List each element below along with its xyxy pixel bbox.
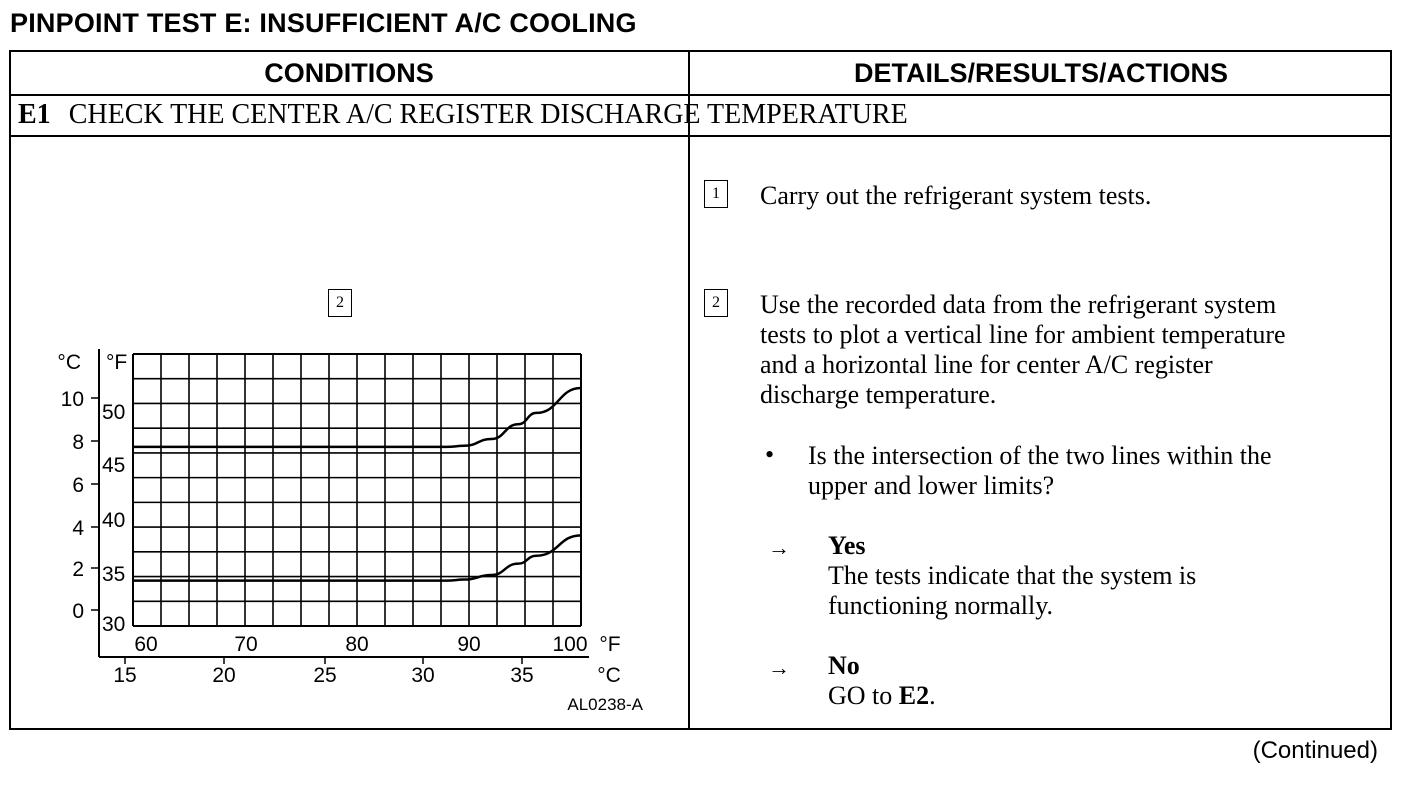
yes-arrow-icon: →: [768, 535, 790, 560]
yes-result: [828, 531, 1196, 621]
page-title: PINPOINT TEST E: INSUFFICIENT A/C COOLING: [10, 8, 637, 38]
step-id: E1: [18, 99, 51, 130]
x-tick-label-f: 70: [234, 633, 258, 656]
question-line: Is the intersection of the two lines within the: [808, 441, 1272, 470]
y-tick-label-c: 6: [72, 474, 84, 497]
conditions-header: CONDITIONS: [264, 58, 434, 88]
question-line: upper and lower limits?: [808, 471, 1055, 500]
x-tick-label-f: 90: [457, 633, 481, 656]
no-action-prefix: GO to: [828, 681, 899, 710]
bullet-icon: •: [765, 440, 775, 469]
question-text: [808, 441, 1272, 501]
step2-line: and a horizontal line for center A/C register: [760, 350, 1213, 379]
y-unit-f: °F: [106, 351, 128, 374]
continued-note: (Continued): [1252, 737, 1378, 764]
step2-line: Use the recorded data from the refrigerant system: [760, 290, 1277, 319]
y-tick-label-c: 4: [72, 517, 84, 540]
yes-line: The tests indicate that the system is: [828, 561, 1197, 590]
x-tick-label-f: 80: [345, 633, 369, 656]
chart-marks: [57, 351, 643, 714]
x-tick-label-c: 25: [313, 664, 337, 687]
details-header: DETAILS/RESULTS/ACTIONS: [853, 58, 1228, 88]
y-tick-label-f: 50: [102, 401, 126, 424]
y-tick-label-f: 40: [102, 509, 126, 532]
x-tick-label-f: 100: [552, 633, 588, 656]
step-title: CHECK THE CENTER A/C REGISTER DISCHARGE TEMPERATURE: [68, 99, 908, 130]
step2-line: tests to plot a vertical line for ambient temperature: [760, 320, 1286, 349]
chart-grid: [99, 349, 589, 657]
x-tick-label-c: 35: [510, 664, 534, 687]
step1-text: Carry out the refrigerant system tests.: [760, 181, 1152, 210]
step2-line: discharge temperature.: [760, 380, 997, 409]
figure-id: AL0238-A: [567, 695, 643, 714]
no-action-target: E2: [898, 681, 930, 710]
y-tick-label-f: 35: [102, 563, 126, 586]
no-result: [828, 651, 936, 711]
step1-marker: 1: [704, 180, 728, 208]
y-tick-label-f: 45: [102, 454, 126, 477]
x-unit-f: °F: [599, 633, 621, 656]
header-divider: [9, 94, 1392, 96]
yes-label: Yes: [828, 531, 866, 560]
no-action-suffix: .: [929, 681, 936, 710]
step2-text: [760, 290, 1286, 410]
x-unit-c: °C: [597, 664, 621, 687]
no-label: No: [828, 651, 860, 680]
x-tick-label-c: 20: [212, 664, 236, 687]
y-unit-c: °C: [57, 351, 81, 374]
no-action: [828, 681, 936, 711]
no-arrow-icon: →: [768, 655, 790, 680]
x-tick-label-c: 15: [113, 664, 137, 687]
discharge-temperature-chart: [9, 137, 689, 727]
y-tick-label-c: 2: [72, 558, 84, 581]
y-tick-label-c: 8: [72, 431, 84, 454]
figure-marker: 2: [328, 289, 352, 317]
y-tick-label-f: 30: [102, 613, 126, 636]
y-tick-label-c: 10: [60, 388, 84, 411]
x-tick-label-c: 30: [411, 664, 435, 687]
y-tick-label-c: 0: [72, 600, 84, 623]
yes-line: functioning normally.: [828, 591, 1054, 620]
x-tick-label-f: 60: [134, 633, 158, 656]
step-heading: [18, 99, 908, 131]
step2-marker: 2: [704, 289, 728, 317]
